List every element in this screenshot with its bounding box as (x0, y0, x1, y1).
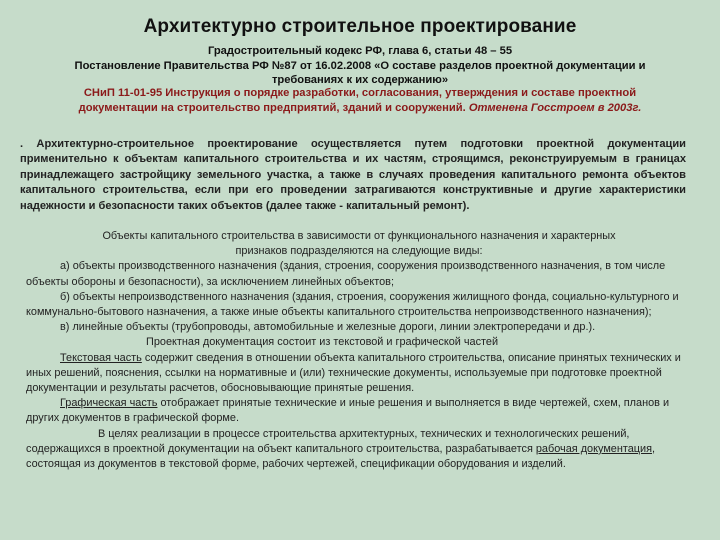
snip-line: СНиП 11-01-95 Инструкция о порядке разработки, согласования, утверждения и составе проектной (83, 87, 637, 99)
reference-line: Постановление Правительства РФ №87 от 16.02.2008 «О составе разделов проектной документации и (74, 59, 646, 72)
docs-heading: Проектная документация состоит из текстовой и графической частей (146, 336, 499, 349)
legal-references (30, 44, 690, 88)
snip-line-text: документации на строительство предприятий, зданий и сооружений. (78, 101, 466, 114)
list-item-b: б) объекты непроизводственного назначения (здания, строения, сооружения жилищного фонда, социально-культурного и коммунально-бытового назначения, а также иные объекты капитального строительства непроизводственного назначения); (26, 290, 679, 319)
snip-reference (30, 86, 690, 115)
snip-line (30, 101, 690, 116)
working-docs-paragraph (26, 427, 692, 473)
text-part-paragraph (26, 351, 692, 397)
text-part-term: Текстовая часть (60, 351, 142, 364)
graphic-part-description: отображает принятые технические и иные решения и выполняется в виде чертежей, схем, планов и других документов в графической форме. (26, 397, 670, 425)
graphic-part-paragraph (26, 396, 692, 426)
list-item-c: в) линейные объекты (трубопроводы, автомобильные и железные дороги, линии электропередачи и др.). (60, 321, 596, 334)
list-item-a: а) объекты производственного назначения (здания, строения, сооружения производственного назначения, в том числе объекты обороны и безопасности), за исключением линейных объектов; (26, 260, 666, 288)
reference-line: Градостроительный кодекс РФ, глава 6, статьи 48 – 55 (207, 45, 513, 57)
reference-line: требованиях к их содержанию» (271, 74, 449, 87)
objects-intro-line: Объекты капитального строительства в зависимости от функционального назначения и характерных (102, 230, 616, 242)
objects-intro-line: признаков подразделяются на следующие виды: (235, 245, 483, 258)
graphic-part-term: Графическая часть (60, 397, 158, 410)
snip-cancelled-note: Отменена Госстроем в 2003г. (468, 101, 642, 114)
working-docs-term: рабочая документация (535, 442, 653, 455)
objects-intro (26, 229, 692, 259)
working-docs-tail: , состоящая из документов в текстовой форме, рабочих чертежей, спецификации оборудования и изделий. (26, 442, 656, 471)
main-text (26, 229, 692, 472)
slide-title: Архитектурно строительное проектирование (143, 16, 577, 37)
text-part-description: содержит сведения в отношении объекта капитального строительства, описание принятых технических и иных решений, пояснения, ссылки на нормативные и (или) технические документы, используемые при подготовке проектной документации и результаты расчетов, обосновывающие принятые решения. (26, 351, 681, 395)
intro-paragraph: . Архитектурно-строительное проектирование осуществляется путем подготовки проектной документации применительно к объектам капитального строительства и их частям, строящимся, реконструируемым в границах принадлежащего застройщику земельного участка, а также в случаях проведения капитального ремонта объектов капитального строительства, если при его проведении затрагиваются конструктивные и другие характеристики надежности и безопасности таких объектов (далее также - капитальный ремонт). (20, 138, 686, 212)
working-docs-text: В целях реализации в процессе строительства архитектурных, технических и технологических решений, содержащихся в проектной документации на объект капитального строительства, разрабатывается (26, 427, 630, 455)
